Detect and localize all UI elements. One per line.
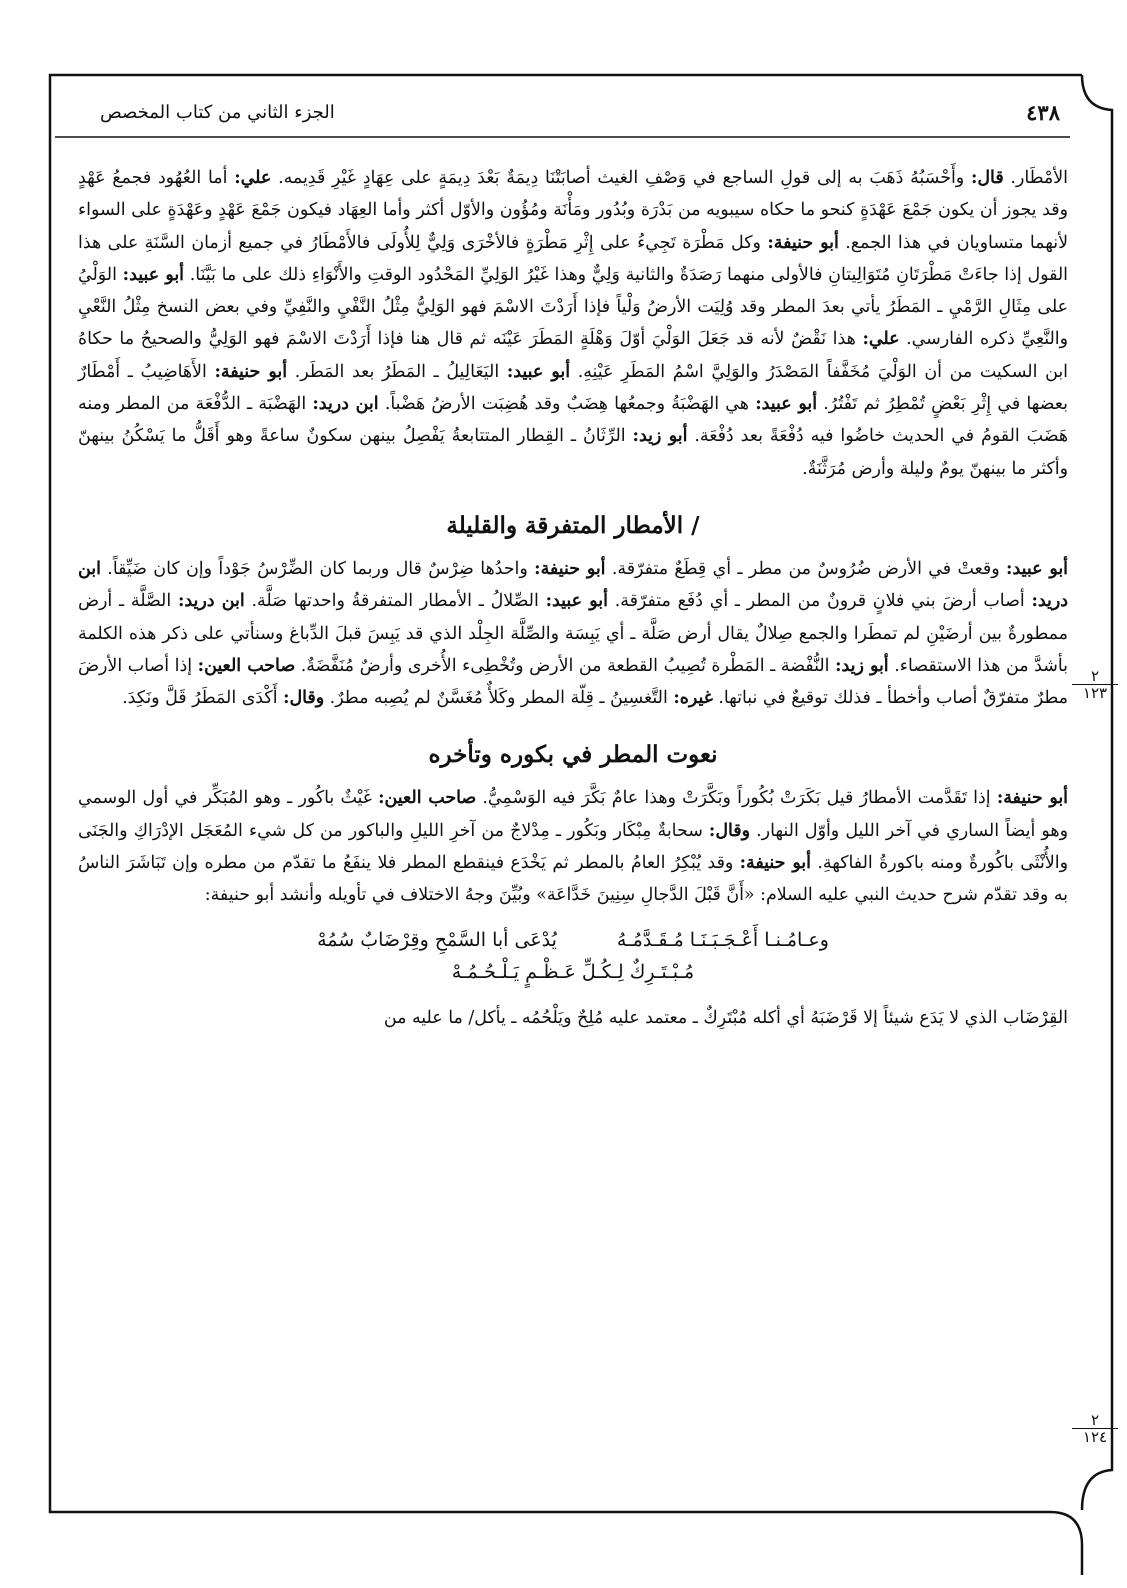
speaker-label: أبو عبيد: (506, 361, 571, 382)
text-run: القِرْضَاب الذي لا يَدَع شيئاً إلا قَرْضَبَهُ أي أكله مُبْتَرِكٌ ـ معتمد عليه مُلِحٌ ويَلْحُمُه ـ يأكل/ ما عليه من (383, 1007, 1068, 1028)
running-title: الجزء الثاني من كتاب المخصص (100, 102, 335, 123)
speaker-label: علي: (234, 168, 272, 188)
margin-note-volume: ٢ (1072, 1412, 1118, 1429)
text-run: غَيْثٌ باكُور ـ وهو المُبَكِّر في أول الوسمي وهو أيضاً الساري في آخر الليل وأوّل النهار. (78, 788, 1068, 841)
text-run: الصِّلالُ ـ الأمطار المتفرقةُ واحدتها صَلَّة. (244, 591, 546, 612)
text-run: الأَهَاضِيبُ ـ أَمْطَارٌ بعضها في إِثْرِ بَعْضٍ تُمْطِرُ ثم تَفْتُرُ. (78, 361, 1068, 415)
text-run: الأمْطَار. (1003, 168, 1068, 188)
text-run: وأَحْسَبُهُ ذَهَبَ به إلى قولِ الساجع في وَصْفِ الغيث أصابَتْنَا دِيمَةٌ بَعْدَ دِيمَةٍ على عِهَادٍ غَيْرِ قَدِيمه. (271, 168, 971, 188)
text-run: هذا نَقْضٌ لأنه قد جَعَلَ الوَلْيَ أوّلَ وَهْلَةٍ المَطَرَ عَيْنَه ثم قال هنا فإذا أَرَدْتَ الاسْمَ فهو الوَلِيُّ والصحيحُ ما حكاهُ ابن السكيت من أن الوَلْيَ مُخَفَّفاً المَصْدَرُ والوَلِيَّ اسْمُ المَطَرِ عَيْنِهِ. (78, 329, 1068, 382)
page-number: ٤٣٨ (1026, 100, 1060, 125)
speaker-label: أبو عبيد: (1006, 558, 1069, 579)
speaker-label: أبو حنيفة: (214, 361, 288, 382)
verse-hemistich-right: وعـامُـنـا أَعْـجَـبَـنَـا مُـقَـدَّمُـهُ (616, 928, 829, 951)
text-run: الوَلْيُ على مِثَالِ الرَّمْيِ ـ المَطَرُ يأتي بعدَ المطر وقد وُلِيَت الأرضُ وَلْياً فإذا أَرَدْتَ الاسْمَ فهو الوَلِيُّ مِثْلُ النَّفْيِ والنَّفِيِّ وفي بعض النسخ مِثْلُ النَّعْيِ والنَّعِيِّ ذكره الفارسي. (78, 264, 1068, 350)
text-run: وقعتْ في الأرض ضُرُوسٌ من مطر ـ أي قِطَعٌ متفرّقة. (605, 558, 1007, 579)
speaker-label: علي: (862, 329, 900, 350)
margin-note-volume: ٢ (1072, 668, 1118, 685)
speaker-label: أبو حنيفة: (534, 558, 606, 579)
section-heading-early-rain: نعوت المطر في بكوره وتأخره (428, 741, 718, 769)
margin-note-page-123 (1072, 668, 1118, 701)
margin-note-page: ١٢٤ (1082, 1428, 1108, 1446)
speaker-label: أبو عبيد: (122, 264, 184, 285)
verse-hemistich-left: يُدْعَى أبا السَّمْحِ وقِرْضَابٌ سُمُهْ (317, 928, 557, 951)
speaker-label: أبو عبيد: (545, 591, 608, 612)
speaker-label: وقال: (283, 688, 325, 709)
paragraph-1 (78, 162, 1068, 485)
speaker-label: أبو زيد: (632, 426, 688, 447)
text-run: أما العُهُود فجمعُ عَهْدٍ وقد يجوز أن يكون جَمْعَ عَهْدَةٍ كنحو ما حكاه سيبويه من بَدْرَة وبُدُور ومَأْنَة ومُؤُون والأوّل أكثر وأما العِهَاد فيكون جَمْعَ عَهْدٍ وعَهْدَةٍ على السواء لأنهما متساويان في هذا الجمع. (78, 168, 1068, 253)
speaker-label: أبو عبيد: (755, 394, 818, 415)
text-run: وقد يُبْكِرُ العامُ بالمطر ثم يَخْدَع فينقطع المطر فلا ينفَعُ ما تقدّم من مطره وإن تَبَاشَرَ الناسُ به وقد تقدّم شرح حديث النبي عليه السلام: «أَنَّ قَبْلَ الدَّجالِ سِنِينَ خَدَّاعَة» وبُيِّنَ وجهُ الاختلاف في تأويله وأنشد أبو حنيفة: (78, 853, 1068, 906)
poem-verse (78, 924, 1068, 956)
margin-note-page: ١٢٣ (1082, 684, 1108, 702)
margin-note-page-124 (1072, 1412, 1118, 1445)
text-run: الهَضْبَة ـ الدُّفْعَة من المطر ومنه هَضَبَ القومُ في الحديث خاضُوا فيه دُفْعَةً بعد دُفْعَة. (78, 394, 1068, 447)
text-run: اليَعَالِيلُ ـ المَطَرُ بعد المَطَر. (287, 361, 507, 382)
speaker-label: ابن دريد: (312, 394, 379, 415)
text-run: إذا تَقَدَّمت الأمطارُ قيل بَكَرَتْ بُكُوراً وبَكَّرَتْ وهذا عامٌ بَكَّرَ فيه الوَسْمِيُّ. (476, 788, 997, 809)
speaker-label: قال: (970, 168, 1004, 188)
speaker-label: أبو حنيفة: (767, 232, 839, 253)
text-run: الرِّثَانُ ـ القِطار المتتابعةُ يَفْصِلُ بينهن سكونٌ ساعةً وهو أَقَلُّ ما يَسْكُنُ بينهنّ وأكثر ما بينهنّ يومٌ وليلة وأرض مُرَثَّنَةٌ. (78, 426, 1068, 479)
speaker-label: أبو حنيفة: (996, 788, 1068, 809)
text-run: إذا أصاب الأرضَ مطرٌ متفرّقٌ أصاب وأخطأ ـ فذلك توقيعٌ في نباتها. (78, 655, 1068, 709)
page-header (100, 100, 1060, 130)
text-run: النُّفْضة ـ المَطْرة تُصِيبُ القطعة من الأرض وتُخْطِىء الأُخرى وأرضٌ مُنَفَّضَةٌ. (295, 655, 836, 676)
speaker-label: ابن دريد: (78, 558, 1068, 612)
paragraph-2 (78, 553, 1068, 714)
text-run: التَّغسِينُ ـ قِلّة المطر وكَلأٌ مُغَسَّنٌ لم يُصِبه مطرٌ. (324, 688, 674, 709)
paragraph-3 (78, 782, 1068, 911)
speaker-label: صاحب العين: (378, 788, 477, 809)
speaker-label: أبو زيد: (835, 655, 889, 676)
speaker-label: ابن دريد: (177, 591, 245, 612)
speaker-label: وقال: (708, 820, 750, 841)
paragraph-4 (78, 1002, 1068, 1034)
frame-curl-top (1082, 75, 1112, 1510)
text-run: أصاب أرضَ بني فلانٍ قرونٌ من المطر ـ أي دُفَع متفرّقة. (607, 591, 1032, 612)
text-run: وكل مَطْرَة تَجِيءُ على إِثْرِ مَطْرَةٍ فالأخْرَى وَلِيٌّ لِلأُولَى فالأَمْطَارُ في جميع أزمان السَّنَةِ على هذا القول إذا جاءَتْ مَطْرَتَانِ مُتَوَالِيتانِ فالأولى منهما رَصَدَةٌ والثانية وَلِيٌّ وهذا غَيْرُ الوَلِيِّ المَحْدُود الوقتِ والأَنْوَاءِ ذلك على ما بَيَّنَا. (78, 232, 1068, 285)
speaker-label: أبو حنيفة: (739, 853, 811, 874)
speaker-label: غيره: (673, 688, 713, 709)
text-run: سحابةٌ مِبْكَار وبَكُور ـ مِدْلاجٌ من آخرِ الليلِ والباكور من كل شيء المُعَجَل الإدْرَاكِ والجَنَى والأُنْثَى باكُورةٌ ومنه باكورةُ الفاكهةِ. (78, 820, 1069, 874)
text-run: الصَّلَّة ـ أرض ممطورةٌ بين أرضَيْنِ لم تمطَرا والجمع صِلالٌ يقال أرض صَلَّة ـ أي يَبِسَة والصِّلَّة الجِلْد الذي قد يَبِسَ قبلَ الدِّباغ وسنأتي على ذكر هذه الكلمة بأشدَّ من هذا الاستقصاء. (78, 591, 1069, 676)
text-run: واحدُها ضِرْسٌ قال وربما كان الضِّرْسُ جَوْداً وإن كان ضَيِّقاً. (100, 558, 535, 579)
text-run: هي الهَضْبَةُ وجمعُها هِضَبٌ وقد هُضِبَت الأرضُ هَضْباً. (378, 394, 756, 415)
section-heading-scattered-rain: / الأمطار المتفرقة والقليلة (446, 511, 700, 539)
speaker-label: صاحب العين: (197, 655, 296, 676)
page-body (78, 162, 1068, 1034)
verse-line-2: مُـبْـتَـرِكٌ لِـكُـلِّ عَـظْـمٍ يَـلْـحُـمُـهْ (451, 960, 695, 983)
text-run: أَكْدَى المَطَرُ قَلَّ ونَكِدَ. (122, 688, 284, 709)
